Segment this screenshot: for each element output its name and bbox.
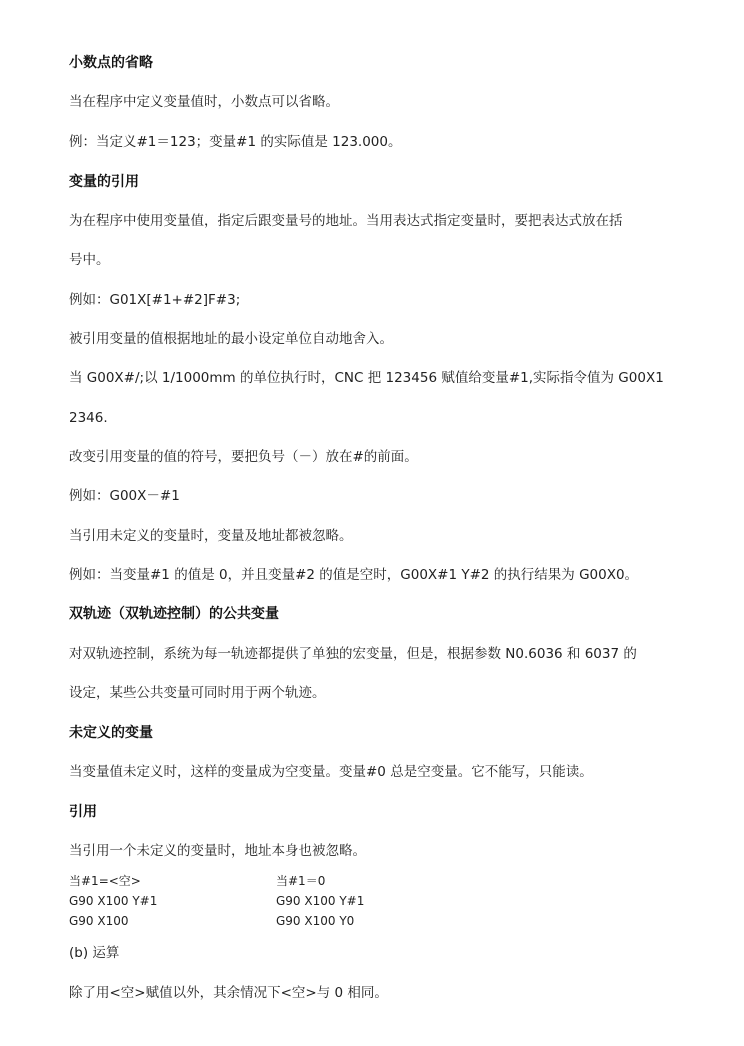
paragraph: 当引用未定义的变量时，变量及地址都被忽略。 [69,528,353,544]
paragraph: 当引用一个未定义的变量时，地址本身也被忽略。 [69,843,366,859]
paragraph: 例如：当变量#1 的值是 0，并且变量#2 的值是空时，G00X#1 Y#2 的执行结果为 G00X0。 [69,567,639,583]
paragraph: 为在程序中使用变量值，指定后跟变量号的地址。当用表达式指定变量时，要把表达式放在括 [69,213,623,229]
heading-dual-path-common-variables: 双轨迹（双轨迹控制）的公共变量 [69,606,279,622]
heading-variable-reference: 变量的引用 [69,174,139,190]
paragraph: 改变引用变量的值的符号，要把负号（－）放在#的前面。 [69,449,418,465]
paragraph: (b) 运算 [69,945,120,961]
paragraph: 2346. [69,410,108,426]
paragraph: 除了用<空>赋值以外，其余情况下<空>与 0 相同。 [69,985,388,1001]
paragraph: 例如：G01X[#1+#2]F#3; [69,292,241,308]
paragraph: 当 G00X#/;以 1/1000mm 的单位执行时，CNC 把 123456 赋值给变量#1,实际指令值为 G00X1 [69,370,664,386]
paragraph: 设定，某些公共变量可同时用于两个轨迹。 [69,685,326,701]
heading-undefined-variables: 未定义的变量 [69,725,153,741]
paragraph: 例：当定义#1＝123；变量#1 的实际值是 123.000。 [69,134,402,150]
table-cell-left: G90 X100 Y#1 [69,894,158,908]
paragraph: 当变量值未定义时，这样的变量成为空变量。变量#0 总是空变量。它不能写，只能读。 [69,764,593,780]
heading-decimal-omission: 小数点的省略 [69,55,153,71]
table-cell-left: 当#1=<空> [69,874,141,888]
table-cell-right: G90 X100 Y0 [276,914,355,928]
heading-reference: 引用 [69,804,97,820]
paragraph: 例如：G00X－#1 [69,488,180,504]
paragraph: 当在程序中定义变量值时，小数点可以省略。 [69,94,339,110]
table-cell-left: G90 X100 [69,914,129,928]
paragraph: 对双轨迹控制，系统为每一轨迹都提供了单独的宏变量，但是，根据参数 N0.6036 和 6037 的 [69,646,637,662]
table-cell-right: 当#1＝0 [276,874,326,888]
paragraph: 号中。 [69,252,110,268]
table-cell-right: G90 X100 Y#1 [276,894,365,908]
paragraph: 被引用变量的值根据地址的最小设定单位自动地舍入。 [69,331,393,347]
